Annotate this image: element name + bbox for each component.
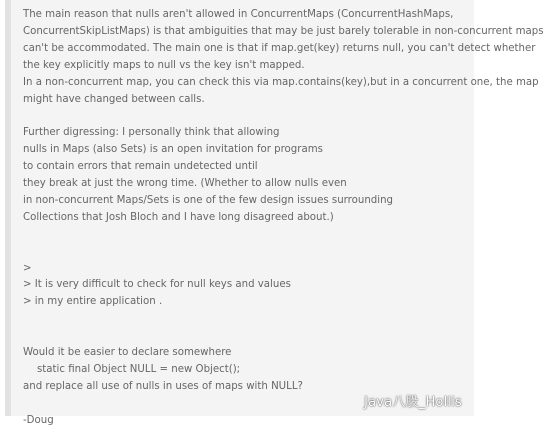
paragraph-line: and replace all use of nulls in uses of maps with NULL?	[23, 380, 303, 392]
paragraph-line: might have changed between calls.	[23, 93, 205, 105]
paragraph-line: nulls in Maps (also Sets) is an open invitation for programs	[23, 144, 323, 156]
paragraph-line: they break at just the wrong time. (Whether to allow nulls even	[23, 178, 347, 190]
blank-line	[23, 227, 466, 244]
blank-line	[23, 311, 466, 328]
watermark: Java八股_Hollis	[364, 395, 462, 411]
signature: -Doug	[23, 414, 54, 426]
quoted-line: > in my entire application .	[23, 296, 163, 308]
paragraph-line: in non-concurrent Maps/Sets is one of the few design issues surrounding	[23, 194, 394, 206]
paragraph-line: ConcurrentSkipListMaps) is that ambiguities that may be just barely tolerable in non-concurrent maps	[23, 25, 544, 37]
blank-line	[23, 108, 466, 125]
quoted-line: >	[23, 262, 32, 274]
blank-line	[23, 244, 466, 261]
paragraph-line: Would it be easier to declare somewhere	[23, 347, 232, 359]
paragraph-line: The main reason that nulls aren't allowed in ConcurrentMaps (ConcurrentHashMaps,	[23, 9, 454, 20]
paragraph-line: Further digressing: I personally think that allowing	[23, 127, 280, 139]
quoted-email-block	[5, 0, 544, 426]
quoted-line: > It is very difficult to check for null keys and values	[23, 279, 291, 291]
code-line: static final Object NULL = new Object();	[37, 363, 241, 375]
blank-line	[23, 328, 466, 345]
paragraph-line: the key explicitly maps to null vs the key isn't mapped.	[23, 59, 305, 71]
paragraph-line: can't be accommodated. The main one is that if map.get(key) returns null, you can't detect whether	[23, 42, 536, 54]
paragraph-line: In a non-concurrent map, you can check this via map.contains(key),but in a concurrent one, the map	[23, 76, 539, 88]
paragraph-line: to contain errors that remain undetected until	[23, 161, 258, 173]
paragraph-line: Collections that Josh Bloch and I have long disagreed about.)	[23, 211, 334, 223]
